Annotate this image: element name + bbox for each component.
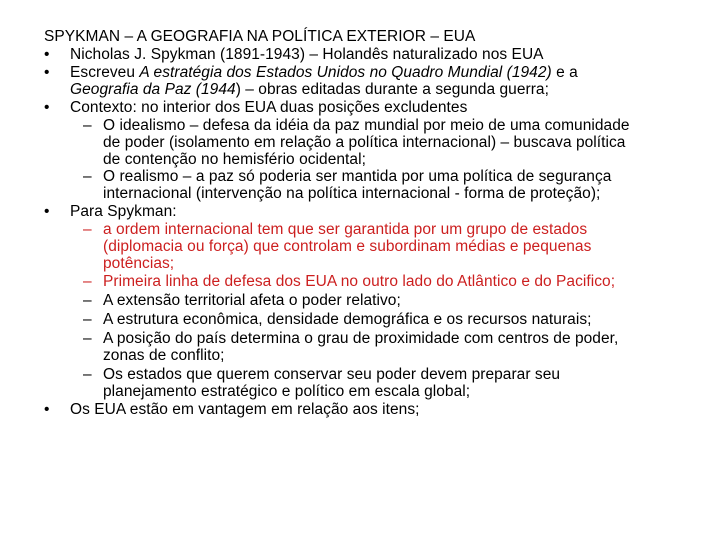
position-line-1: A posição do país determina o grau de proximidade com centros de poder, xyxy=(103,330,619,347)
works-suffix: ) – obras editadas durante a segunda guerra; xyxy=(235,81,549,98)
dash-marker: – xyxy=(83,330,92,347)
position-line-2: zonas de conflito; xyxy=(103,347,225,364)
book-title-strategy: A estratégia dos Estados Unidos no Quadro Mundial (1942) xyxy=(139,64,552,81)
bullet-marker: • xyxy=(44,64,50,81)
idealism-line-2: de poder (isolamento em relação a política internacional) – buscava política xyxy=(103,134,626,151)
dash-marker: – xyxy=(83,366,92,383)
order-line-2: (diplomacia ou força) que controlam e subordinam médias e pequenas xyxy=(103,238,592,255)
bullet-marker: • xyxy=(44,203,50,220)
bullet-context: Contexto: no interior dos EUA duas posições excludentes xyxy=(70,99,468,116)
dash-marker: – xyxy=(83,221,92,238)
bullet-works-line-1 xyxy=(70,64,578,81)
dash-marker: – xyxy=(83,311,92,328)
works-prefix: Escreveu xyxy=(70,64,140,81)
works-connector: e a xyxy=(551,64,578,81)
defense-line: Primeira linha de defesa dos EUA no outro lado do Atlântico e do Pacifico; xyxy=(103,273,616,290)
book-title-peace: Geografia da Paz (1944 xyxy=(70,81,236,98)
states-line-1: Os estados que querem conservar seu poder devem preparar seu xyxy=(103,366,561,383)
bullet-author: Nicholas J. Spykman (1891-1943) – Holandês naturalizado nos EUA xyxy=(70,46,544,63)
bullet-works-line-2 xyxy=(70,81,549,98)
order-line-1: a ordem internacional tem que ser garantida por um grupo de estados xyxy=(103,221,588,238)
dash-marker: – xyxy=(83,117,92,134)
dash-marker: – xyxy=(83,168,92,185)
territory-line: A extensão territorial afeta o poder relativo; xyxy=(103,292,401,309)
realism-line-1: O realismo – a paz só poderia ser mantida por uma política de segurança xyxy=(103,168,612,185)
bullet-marker: • xyxy=(44,46,50,63)
dash-marker: – xyxy=(83,273,92,290)
realism-line-2: internacional (intervenção na política internacional - forma de proteção); xyxy=(103,185,601,202)
order-line-3: potências; xyxy=(103,255,175,272)
idealism-line-1: O idealismo – defesa da idéia da paz mundial por meio de uma comunidade xyxy=(103,117,630,134)
economy-line: A estrutura econômica, densidade demográfica e os recursos naturais; xyxy=(103,311,592,328)
bullet-advantage: Os EUA estão em vantagem em relação aos itens; xyxy=(70,401,420,418)
bullet-marker: • xyxy=(44,401,50,418)
bullet-marker: • xyxy=(44,99,50,116)
bullet-for-spykman: Para Spykman: xyxy=(70,203,177,220)
slide-title: SPYKMAN – A GEOGRAFIA NA POLÍTICA EXTERIOR – EUA xyxy=(44,28,476,45)
dash-marker: – xyxy=(83,292,92,309)
idealism-line-3: de contenção no hemisfério ocidental; xyxy=(103,151,366,168)
states-line-2: planejamento estratégico e político em escala global; xyxy=(103,383,471,400)
